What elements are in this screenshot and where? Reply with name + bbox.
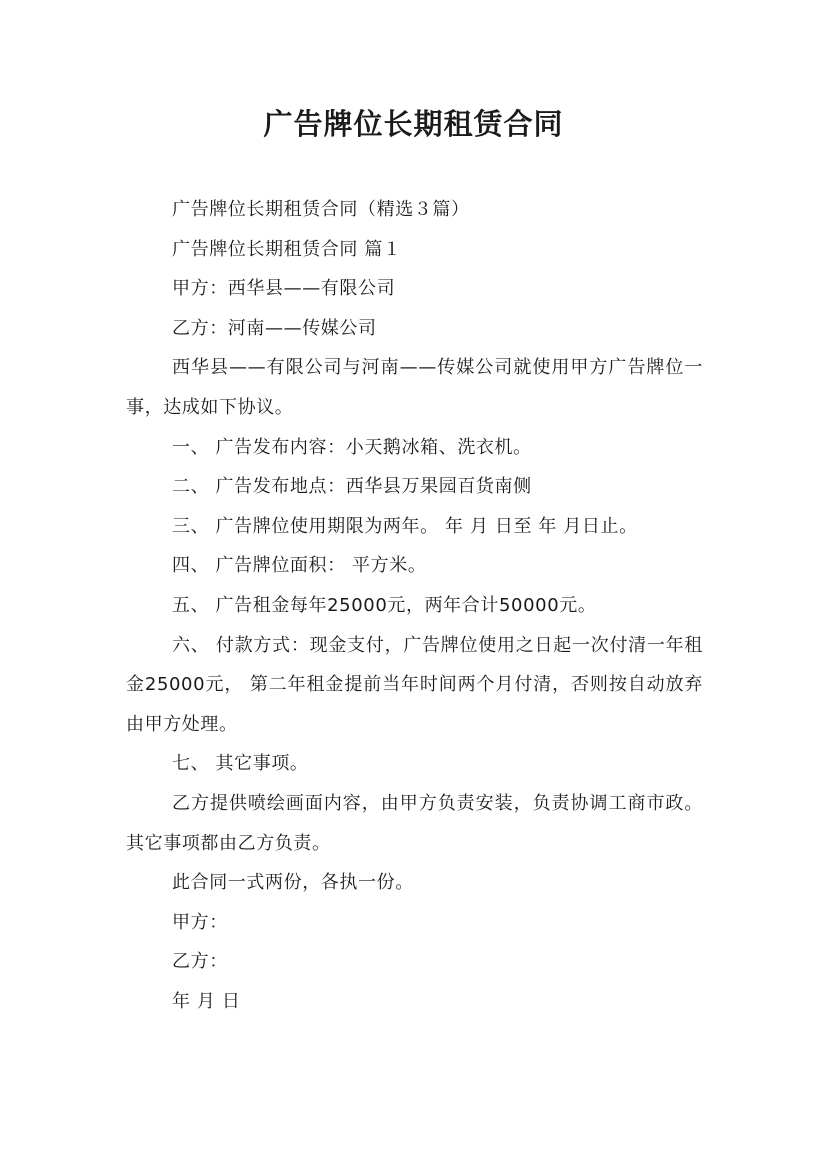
paragraph-clause-6: 六、 付款方式：现金支付，广告牌位使用之日起一次付清一年租金25000元， 第二年租金提前当年时间两个月付清，否则按自动放弃由甲方处理。	[126, 634, 703, 735]
paragraph-collection-heading: 广告牌位长期租赁合同（精选３篇）	[172, 199, 470, 220]
paragraph-clause-1: 一、 广告发布内容：小天鹅冰箱、洗衣机。	[172, 436, 532, 458]
paragraph-clause-3: 三、 广告牌位使用期限为两年。 年 月 日至 年 月日止。	[172, 515, 638, 537]
paragraph-article-heading: 广告牌位长期租赁合同 篇１	[172, 238, 402, 260]
paragraph-copies: 此合同一式两份，各执一份。	[172, 872, 414, 894]
document-title: 广告牌位长期租赁合同	[263, 107, 564, 141]
signature-party-b: 乙方：	[172, 951, 228, 973]
paragraph-clause-5: 五、 广告租金每年25000元，两年合计50000元。	[172, 594, 597, 616]
paragraph-party-b: 乙方：河南——传媒公司	[172, 317, 377, 339]
paragraph-clause-4: 四、 广告牌位面积： 平方米。	[172, 555, 427, 577]
paragraph-clause-2: 二、 广告发布地点：西华县万果园百货南侧	[172, 476, 532, 498]
document-body	[126, 190, 703, 1021]
paragraph-party-a: 甲方：西华县——有限公司	[172, 278, 396, 300]
paragraph-preamble: 西华县——有限公司与河南——传媒公司就使用甲方广告牌位一事，达成如下协议。	[126, 357, 703, 418]
paragraph-clause-7: 七、 其它事项。	[172, 753, 309, 775]
paragraph-other-matters: 乙方提供喷绘画面内容，由甲方负责安装，负责协调工商市政。其它事项都由乙方负责。	[126, 792, 703, 854]
signature-date: 年 月 日	[172, 990, 241, 1012]
signature-party-a: 甲方：	[172, 911, 228, 933]
